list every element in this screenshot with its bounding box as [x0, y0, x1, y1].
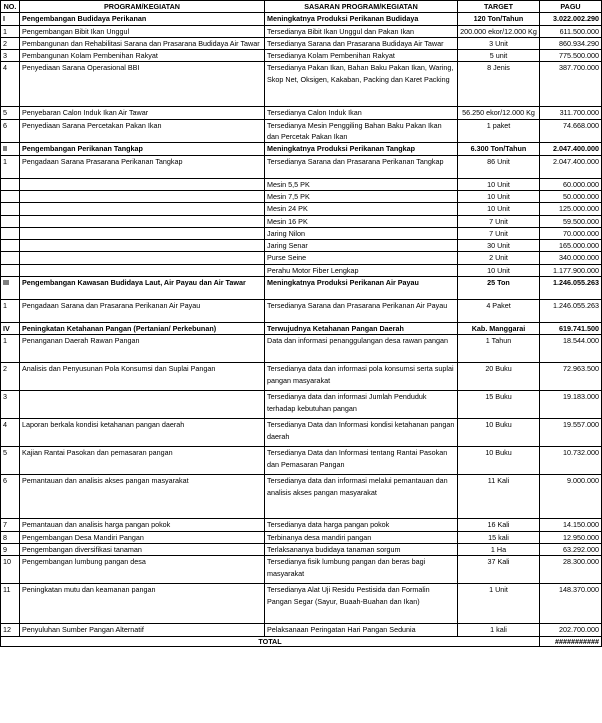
section-row [1, 323, 602, 335]
cell-pagu: 9.000.000 [540, 475, 602, 519]
table-row [1, 178, 602, 190]
cell-pagu: 74.668.000 [540, 119, 602, 143]
cell-target: 2 Unit [458, 252, 540, 264]
cell-program: Pengembangan lumbung pangan desa [20, 556, 265, 584]
cell-target: 120 Ton/Tahun [458, 13, 540, 25]
header-pagu: PAGU [540, 1, 602, 13]
cell-program [20, 227, 265, 239]
cell-program [20, 178, 265, 190]
table-row [1, 391, 602, 419]
cell-sasaran: Tersedianya Calon Induk Ikan [265, 107, 458, 119]
cell-pagu: 14.150.000 [540, 519, 602, 531]
cell-no: III [1, 277, 20, 300]
cell-program: Pengembangan Bibit Ikan Unggul [20, 25, 265, 37]
cell-pagu: 148.370.000 [540, 584, 602, 624]
cell-sasaran: Meningkatnya Produksi Perikanan Budidaya [265, 13, 458, 25]
cell-no: 1 [1, 335, 20, 363]
cell-pagu: 311.700.000 [540, 107, 602, 119]
cell-no: 2 [1, 37, 20, 49]
cell-program: Kajian Rantai Pasokan dan pemasaran pangan [20, 447, 265, 475]
cell-sasaran: Mesin 7,5 PK [265, 190, 458, 202]
table-row [1, 531, 602, 543]
cell-sasaran: Tersedianya Alat Uji Residu Pestisida dan Formalin Pangan Segar (Sayur, Buaah-Buahan dan Ikan) [265, 584, 458, 624]
table-row [1, 584, 602, 624]
header-sasaran: SASARAN PROGRAM/KEGIATAN [265, 1, 458, 13]
cell-sasaran: Tersedianya Data dan Informasi kondisi ketahanan pangan daerah [265, 419, 458, 447]
cell-pagu: 50.000.000 [540, 190, 602, 202]
cell-target: 11 Kali [458, 475, 540, 519]
cell-program: Pengembangan Perikanan Tangkap [20, 143, 265, 155]
table-row [1, 447, 602, 475]
table-row [1, 203, 602, 215]
cell-sasaran: Tersedianya Sarana dan Prasarana Perikanan Air Payau [265, 300, 458, 323]
cell-no: 2 [1, 363, 20, 391]
cell-target: 3 Unit [458, 37, 540, 49]
cell-target: 1 paket [458, 119, 540, 143]
table-row [1, 25, 602, 37]
cell-target: 1 Ha [458, 543, 540, 555]
cell-no: 1 [1, 25, 20, 37]
cell-sasaran: Perahu Motor Fiber Lengkap [265, 264, 458, 276]
cell-program [20, 252, 265, 264]
cell-sasaran: Jaring Senar [265, 240, 458, 252]
cell-no: 7 [1, 519, 20, 531]
table-row [1, 37, 602, 49]
cell-sasaran: Tersedianya data dan informasi melalui pemantauan dan analisis akses pangan masyarakat [265, 475, 458, 519]
cell-sasaran: Tersedianya Kolam Pembenihan Rakyat [265, 50, 458, 62]
cell-target: 20 Buku [458, 363, 540, 391]
cell-no: 4 [1, 419, 20, 447]
cell-no: 1 [1, 300, 20, 323]
cell-program: Penyebaran Calon Induk Ikan Air Tawar [20, 107, 265, 119]
cell-target: Kab. Manggarai [458, 323, 540, 335]
cell-sasaran: Tersedianya data dan informasi Jumlah Penduduk terhadap kebutuhan pangan [265, 391, 458, 419]
cell-sasaran: Terlaksananya budidaya tanaman sorgum [265, 543, 458, 555]
cell-pagu: 619.741.500 [540, 323, 602, 335]
cell-pagu: 12.950.000 [540, 531, 602, 543]
cell-pagu: 10.732.000 [540, 447, 602, 475]
cell-pagu: 1.246.055.263 [540, 277, 602, 300]
table-row [1, 62, 602, 107]
cell-no: 9 [1, 543, 20, 555]
table-row [1, 155, 602, 178]
cell-target: 6.300 Ton/Tahun [458, 143, 540, 155]
section-row [1, 143, 602, 155]
cell-program: Analisis dan Penyusunan Pola Konsumsi dan Suplai Pangan [20, 363, 265, 391]
cell-no: IV [1, 323, 20, 335]
cell-program [20, 190, 265, 202]
cell-sasaran: Mesin 24 PK [265, 203, 458, 215]
cell-program: Pengembangan Kawasan Budidaya Laut, Air Payau dan Air Tawar [20, 277, 265, 300]
cell-no: 1 [1, 155, 20, 178]
cell-pagu: 19.557.000 [540, 419, 602, 447]
cell-pagu: 72.963.500 [540, 363, 602, 391]
table-row [1, 519, 602, 531]
table-row [1, 119, 602, 143]
cell-no: 10 [1, 556, 20, 584]
cell-target: 15 kali [458, 531, 540, 543]
section-row [1, 13, 602, 25]
cell-target: 86 Unit [458, 155, 540, 178]
cell-target: 10 Buku [458, 419, 540, 447]
table-row [1, 240, 602, 252]
table-row [1, 300, 602, 323]
cell-program: Pengadaan Sarana Prasarana Perikanan Tangkap [20, 155, 265, 178]
cell-sasaran: Mesin 16 PK [265, 215, 458, 227]
cell-pagu: 165.000.000 [540, 240, 602, 252]
table-row [1, 543, 602, 555]
cell-target: 7 Unit [458, 227, 540, 239]
cell-no: 6 [1, 119, 20, 143]
table-row [1, 107, 602, 119]
table-row [1, 264, 602, 276]
cell-target: 1 kali [458, 624, 540, 636]
cell-program: Pengembangan diversifikasi tanaman [20, 543, 265, 555]
total-label: TOTAL [1, 636, 540, 646]
total-pagu: ########### [540, 636, 602, 646]
cell-sasaran: Tersedianya Sarana dan Prasarana Perikanan Tangkap [265, 155, 458, 178]
cell-sasaran: Tersedianya fisik lumbung pangan dan beras bagi masyarakat [265, 556, 458, 584]
cell-pagu: 387.700.000 [540, 62, 602, 107]
table-row [1, 252, 602, 264]
cell-no [1, 252, 20, 264]
cell-program: Pengembangan Desa Mandiri Pangan [20, 531, 265, 543]
table-row [1, 227, 602, 239]
cell-pagu: 60.000.000 [540, 178, 602, 190]
cell-sasaran: Jaring Nilon [265, 227, 458, 239]
table-row [1, 556, 602, 584]
table-row [1, 475, 602, 519]
cell-no: 3 [1, 391, 20, 419]
cell-no [1, 190, 20, 202]
section-row [1, 277, 602, 300]
cell-sasaran: Data dan informasi penanggulangan desa rawan pangan [265, 335, 458, 363]
cell-program [20, 391, 265, 419]
header-target: TARGET [458, 1, 540, 13]
cell-target: 37 Kali [458, 556, 540, 584]
cell-target: 30 Unit [458, 240, 540, 252]
cell-target: 10 Unit [458, 203, 540, 215]
cell-pagu: 18.544.000 [540, 335, 602, 363]
cell-no: 3 [1, 50, 20, 62]
header-no: NO. [1, 1, 20, 13]
cell-program: Penyediaan Sarana Operasional BBI [20, 62, 265, 107]
cell-sasaran: Tersedianya Bibit Ikan Unggul dan Pakan Ikan [265, 25, 458, 37]
cell-no: 12 [1, 624, 20, 636]
cell-program: Pengadaan Sarana dan Prasarana Perikanan Air Payau [20, 300, 265, 323]
cell-pagu: 860.934.290 [540, 37, 602, 49]
cell-pagu: 611.500.000 [540, 25, 602, 37]
cell-no: 11 [1, 584, 20, 624]
cell-pagu: 2.047.400.000 [540, 143, 602, 155]
cell-sasaran: Mesin 5,5 PK [265, 178, 458, 190]
cell-pagu: 1.246.055.263 [540, 300, 602, 323]
cell-target: 15 Buku [458, 391, 540, 419]
cell-target: 7 Unit [458, 215, 540, 227]
cell-pagu: 70.000.000 [540, 227, 602, 239]
cell-sasaran: Tersedianya data dan informasi pola konsumsi serta suplai pangan masyarakat [265, 363, 458, 391]
cell-pagu: 775.500.000 [540, 50, 602, 62]
cell-program: Laporan berkala kondisi ketahanan pangan daerah [20, 419, 265, 447]
cell-no [1, 227, 20, 239]
cell-program: Penanganan Daerah Rawan Pangan [20, 335, 265, 363]
cell-no: 4 [1, 62, 20, 107]
cell-pagu: 1.177.900.000 [540, 264, 602, 276]
cell-target: 56.250 ekor/12.000 Kg [458, 107, 540, 119]
table-row [1, 363, 602, 391]
cell-no [1, 240, 20, 252]
cell-sasaran: Pelaksanaan Peringatan Hari Pangan Sedunia [265, 624, 458, 636]
cell-pagu: 125.000.000 [540, 203, 602, 215]
cell-program: Pemantauan dan analisis harga pangan pokok [20, 519, 265, 531]
cell-pagu: 59.500.000 [540, 215, 602, 227]
cell-program: Peningkatan mutu dan keamanan pangan [20, 584, 265, 624]
cell-target: 1 Tahun [458, 335, 540, 363]
total-row [1, 636, 602, 646]
cell-no: 5 [1, 447, 20, 475]
cell-target: 16 Kali [458, 519, 540, 531]
cell-pagu: 3.022.002.290 [540, 13, 602, 25]
cell-sasaran: Meningkatnya Produksi Perikanan Tangkap [265, 143, 458, 155]
cell-target: 1 Unit [458, 584, 540, 624]
cell-no: I [1, 13, 20, 25]
header-program: PROGRAM/KEGIATAN [20, 1, 265, 13]
cell-program: Pembangunan Kolam Pembenihan Rakyat [20, 50, 265, 62]
cell-program: Pengembangan Budidaya Perikanan [20, 13, 265, 25]
cell-program [20, 264, 265, 276]
table-row [1, 215, 602, 227]
cell-program [20, 215, 265, 227]
cell-target: 25 Ton [458, 277, 540, 300]
cell-program: Pemantauan dan analisis akses pangan masyarakat [20, 475, 265, 519]
cell-no [1, 264, 20, 276]
cell-program: Pembangunan dan Rehabilitasi Sarana dan Prasarana Budidaya Air Tawar [20, 37, 265, 49]
cell-no: 6 [1, 475, 20, 519]
table-row [1, 190, 602, 202]
cell-sasaran: Terbinanya desa mandiri pangan [265, 531, 458, 543]
cell-sasaran: Tersedianya Data dan Informasi tentang Rantai Pasokan dan Pemasaran Pangan [265, 447, 458, 475]
table-body [1, 13, 602, 636]
cell-sasaran: Terwujudnya Ketahanan Pangan Daerah [265, 323, 458, 335]
cell-no: 8 [1, 531, 20, 543]
cell-target: 10 Buku [458, 447, 540, 475]
cell-program: Penyuluhan Sumber Pangan Alternatif [20, 624, 265, 636]
header-row [1, 1, 602, 13]
table-row [1, 50, 602, 62]
cell-pagu: 19.183.000 [540, 391, 602, 419]
cell-pagu: 202.700.000 [540, 624, 602, 636]
cell-program: Peningkatan Ketahanan Pangan (Pertanian/ Perkebunan) [20, 323, 265, 335]
cell-no [1, 215, 20, 227]
cell-target: 4 Paket [458, 300, 540, 323]
cell-sasaran: Purse Seine [265, 252, 458, 264]
cell-program: Penyediaan Sarana Percetakan Pakan Ikan [20, 119, 265, 143]
cell-target: 8 Jenis [458, 62, 540, 107]
cell-no: II [1, 143, 20, 155]
table-row [1, 419, 602, 447]
cell-sasaran: Meningkatnya Produksi Perikanan Air Payau [265, 277, 458, 300]
cell-target: 10 Unit [458, 178, 540, 190]
cell-pagu: 63.292.000 [540, 543, 602, 555]
cell-sasaran: Tersedianya Mesin Penggiling Bahan Baku Pakan Ikan dan Percetak Pakan Ikan [265, 119, 458, 143]
cell-no [1, 203, 20, 215]
cell-program [20, 203, 265, 215]
cell-no [1, 178, 20, 190]
cell-target: 10 Unit [458, 190, 540, 202]
cell-pagu: 28.300.000 [540, 556, 602, 584]
cell-pagu: 2.047.400.000 [540, 155, 602, 178]
cell-sasaran: Tersedianya Pakan Ikan, Bahan Baku Pakan Ikan, Waring, Skop Net, Oksigen, Kakaban, Packing dan Karet Packing [265, 62, 458, 107]
cell-pagu: 340.000.000 [540, 252, 602, 264]
cell-target: 5 unit [458, 50, 540, 62]
cell-sasaran: Tersedianya data harga pangan pokok [265, 519, 458, 531]
cell-target: 10 Unit [458, 264, 540, 276]
table-row [1, 624, 602, 636]
table-row [1, 335, 602, 363]
cell-target: 200.000 ekor/12.000 Kg [458, 25, 540, 37]
cell-no: 5 [1, 107, 20, 119]
cell-program [20, 240, 265, 252]
cell-sasaran: Tersedianya Sarana dan Prasarana Budidaya Air Tawar [265, 37, 458, 49]
